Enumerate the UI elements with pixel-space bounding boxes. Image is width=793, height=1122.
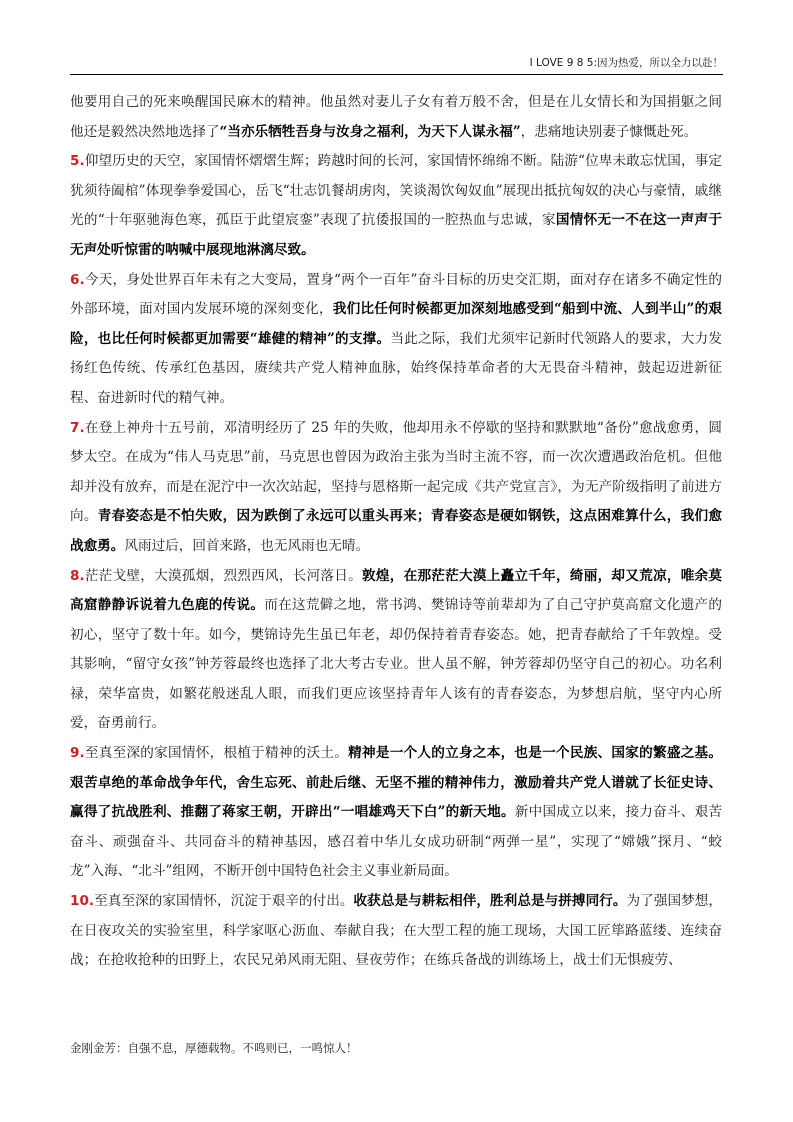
bold-text: 青春姿态是不怕失败，因为跌倒了永远可以重头再来；青春姿态是硬如钢铁，这点困难算什么，我们愈战愈勇。 — [70, 508, 723, 554]
body-text: 至真至深的家国情怀，沉淀于艰辛的付出。 — [94, 893, 354, 910]
body-text: 茫茫戈壁，大漠孤烟，烈烈西风，长河落日。 — [84, 567, 363, 584]
paragraph-number: 10. — [70, 893, 95, 910]
body-text: 今天，身处世界百年未有之大变局，置身“两个一百年”奋斗目标的历史交汇期，面对存在诸多不确定性的外部环境，面对国内发展环境的深刻变化， — [70, 271, 722, 318]
paragraph-number: 8. — [70, 567, 85, 584]
paragraph-number: 7. — [70, 419, 85, 436]
body-text: ，悲痛地诀别妻子慷慨赴死。 — [520, 123, 698, 140]
paragraph-p-continued — [70, 88, 722, 147]
bold-text: 敦煌，在那茫茫大漠上矗立千年，绮丽，却又荒凉，唯余莫高窟静静诉说着九色鹿的传说。 — [70, 567, 723, 614]
bold-text: 精神是一个人的立身之本，也是一个民族、国家的繁盛之基。艰苦卓绝的革命战争年代，舍生忘死、前赴后继、无坚不摧的精神伟力，激励着共产党人谱就了长征史诗、赢得了抗战胜利、推翻了蒋家王朝，开辟出“一唱雄鸡天下白”的新天地。 — [70, 745, 723, 821]
body-text: 新中国成立以来，接力奋斗、艰苦奋斗、顽强奋斗、共同奋斗的精神基因，感召着中华儿女成功研制“两弹一星”，实现了“嫦娥”探月、“蛟龙”入海、“北斗”组网，不断开创中国特色社会主义事业新局面。 — [70, 804, 723, 880]
paragraph-p8 — [70, 562, 722, 740]
document-body — [70, 88, 722, 976]
header-text: I LOVE 9 8 5:因为热爱，所以全力以赴！ — [529, 57, 723, 69]
body-text: 仰望历史的天空，家国情怀熠熠生辉；跨越时间的长河，家国情怀绵绵不断。陆游“位卑未敢忘忧国，事定犹须待阖棺”体现拳拳爱国心，岳飞“壮志饥餐胡虏肉，笑谈渴饮匈奴血”展现出抵抗匈奴的决心与豪情，戚继光的“十年驱驰海色寒，孤臣于此望宸銮”表现了抗倭报国的一腔热血与忠诚，家 — [70, 153, 722, 229]
page-header — [70, 56, 723, 75]
body-text: 当此之际，我们尤须牢记新时代领路人的要求，大力发扬红色传统、传承红色基因，赓续共产党人精神血脉，始终保持革命者的大无畏奋斗精神，鼓起迈进新征程、奋进新时代的精气神。 — [70, 330, 722, 406]
paragraph-number: 5. — [70, 153, 85, 170]
bold-text: 我们比任何时候都更加深刻地感受到“船到中流、人到半山”的艰险，也比任何时候都更加需要“雄健的精神”的支撑。 — [70, 301, 722, 347]
body-text: 风雨过后，回首来路，也无风雨也无晴。 — [124, 537, 370, 554]
bold-text: “当亦乐牺牲吾身与汝身之福利，为天下人谋永福” — [219, 123, 521, 140]
footer-text: 金刚金芳：自强不息，厚德载物。不鸣则已，一鸣惊人！ — [70, 1041, 358, 1055]
page-footer — [70, 1040, 358, 1056]
body-text: 而在这荒僻之地，常书鸿、樊锦诗等前辈却为了自己守护莫高窟文化遗产的初心，坚守了数十年。如今，樊锦诗先生虽已年老，却仍保持着青春姿态。她，把青春献给了千年敦煌。受其影响，“留守女孩”钟芳蓉最终也选择了北大考古专业。世人虽不解，钟芳蓉却仍坚守自己的初心。功名利禄，荣华富贵，如繁花般迷乱人眼，而我们更应该坚持青年人该有的青春姿态，为梦想启航，坚守内心所爱，奋勇前行。 — [70, 597, 722, 732]
body-text: 至真至深的家国情怀，根植于精神的沃土。 — [84, 745, 349, 762]
paragraph-p7 — [70, 414, 722, 562]
body-text: 在登上神舟十五号前，邓清明经历了 25 年的失败，他却用永不停歇的坚持和默默地“备份”愈战愈勇，圆梦太空。在成为“伟人马克思”前，马克思也曾因为政治主张为当时主流不容，而一次次遭遇政治危机。但他却并没有放弃，而是在泥泞中一次次站起，坚持与恩格斯一起完成《共产党宣言》，为无产阶级指明了前进方向。 — [70, 419, 722, 525]
paragraph-p6 — [70, 266, 722, 414]
body-text: 为了强国梦想，在日夜攻关的实验室里，科学家呕心沥血、奉献自我；在大型工程的施工现场，大国工匠筚路蓝缕、连续奋战；在抢收抢种的田野上，农民兄弟风雨无阻、昼夜劳作；在练兵备战的训练场上，战士们无惧疲劳、 — [70, 893, 723, 969]
body-text: 他要用自己的死来唤醒国民麻木的精神。他虽然对妻儿子女有着万般不舍，但是在儿女情长和为国捐躯之间他还是毅然决然地选择了 — [70, 94, 722, 140]
paragraph-number: 6. — [70, 271, 85, 288]
paragraph-p5 — [70, 147, 722, 265]
bold-text: 国情怀无一不在这一声声于无声处听惊雷的呐喊中展现地淋漓尽致。 — [70, 212, 722, 258]
bold-text: 收获总是与耕耘相伴，胜利总是与拼搏同行。 — [353, 893, 627, 910]
paragraph-number: 9. — [70, 745, 85, 762]
paragraph-p9 — [70, 739, 722, 887]
paragraph-p10 — [70, 887, 722, 976]
